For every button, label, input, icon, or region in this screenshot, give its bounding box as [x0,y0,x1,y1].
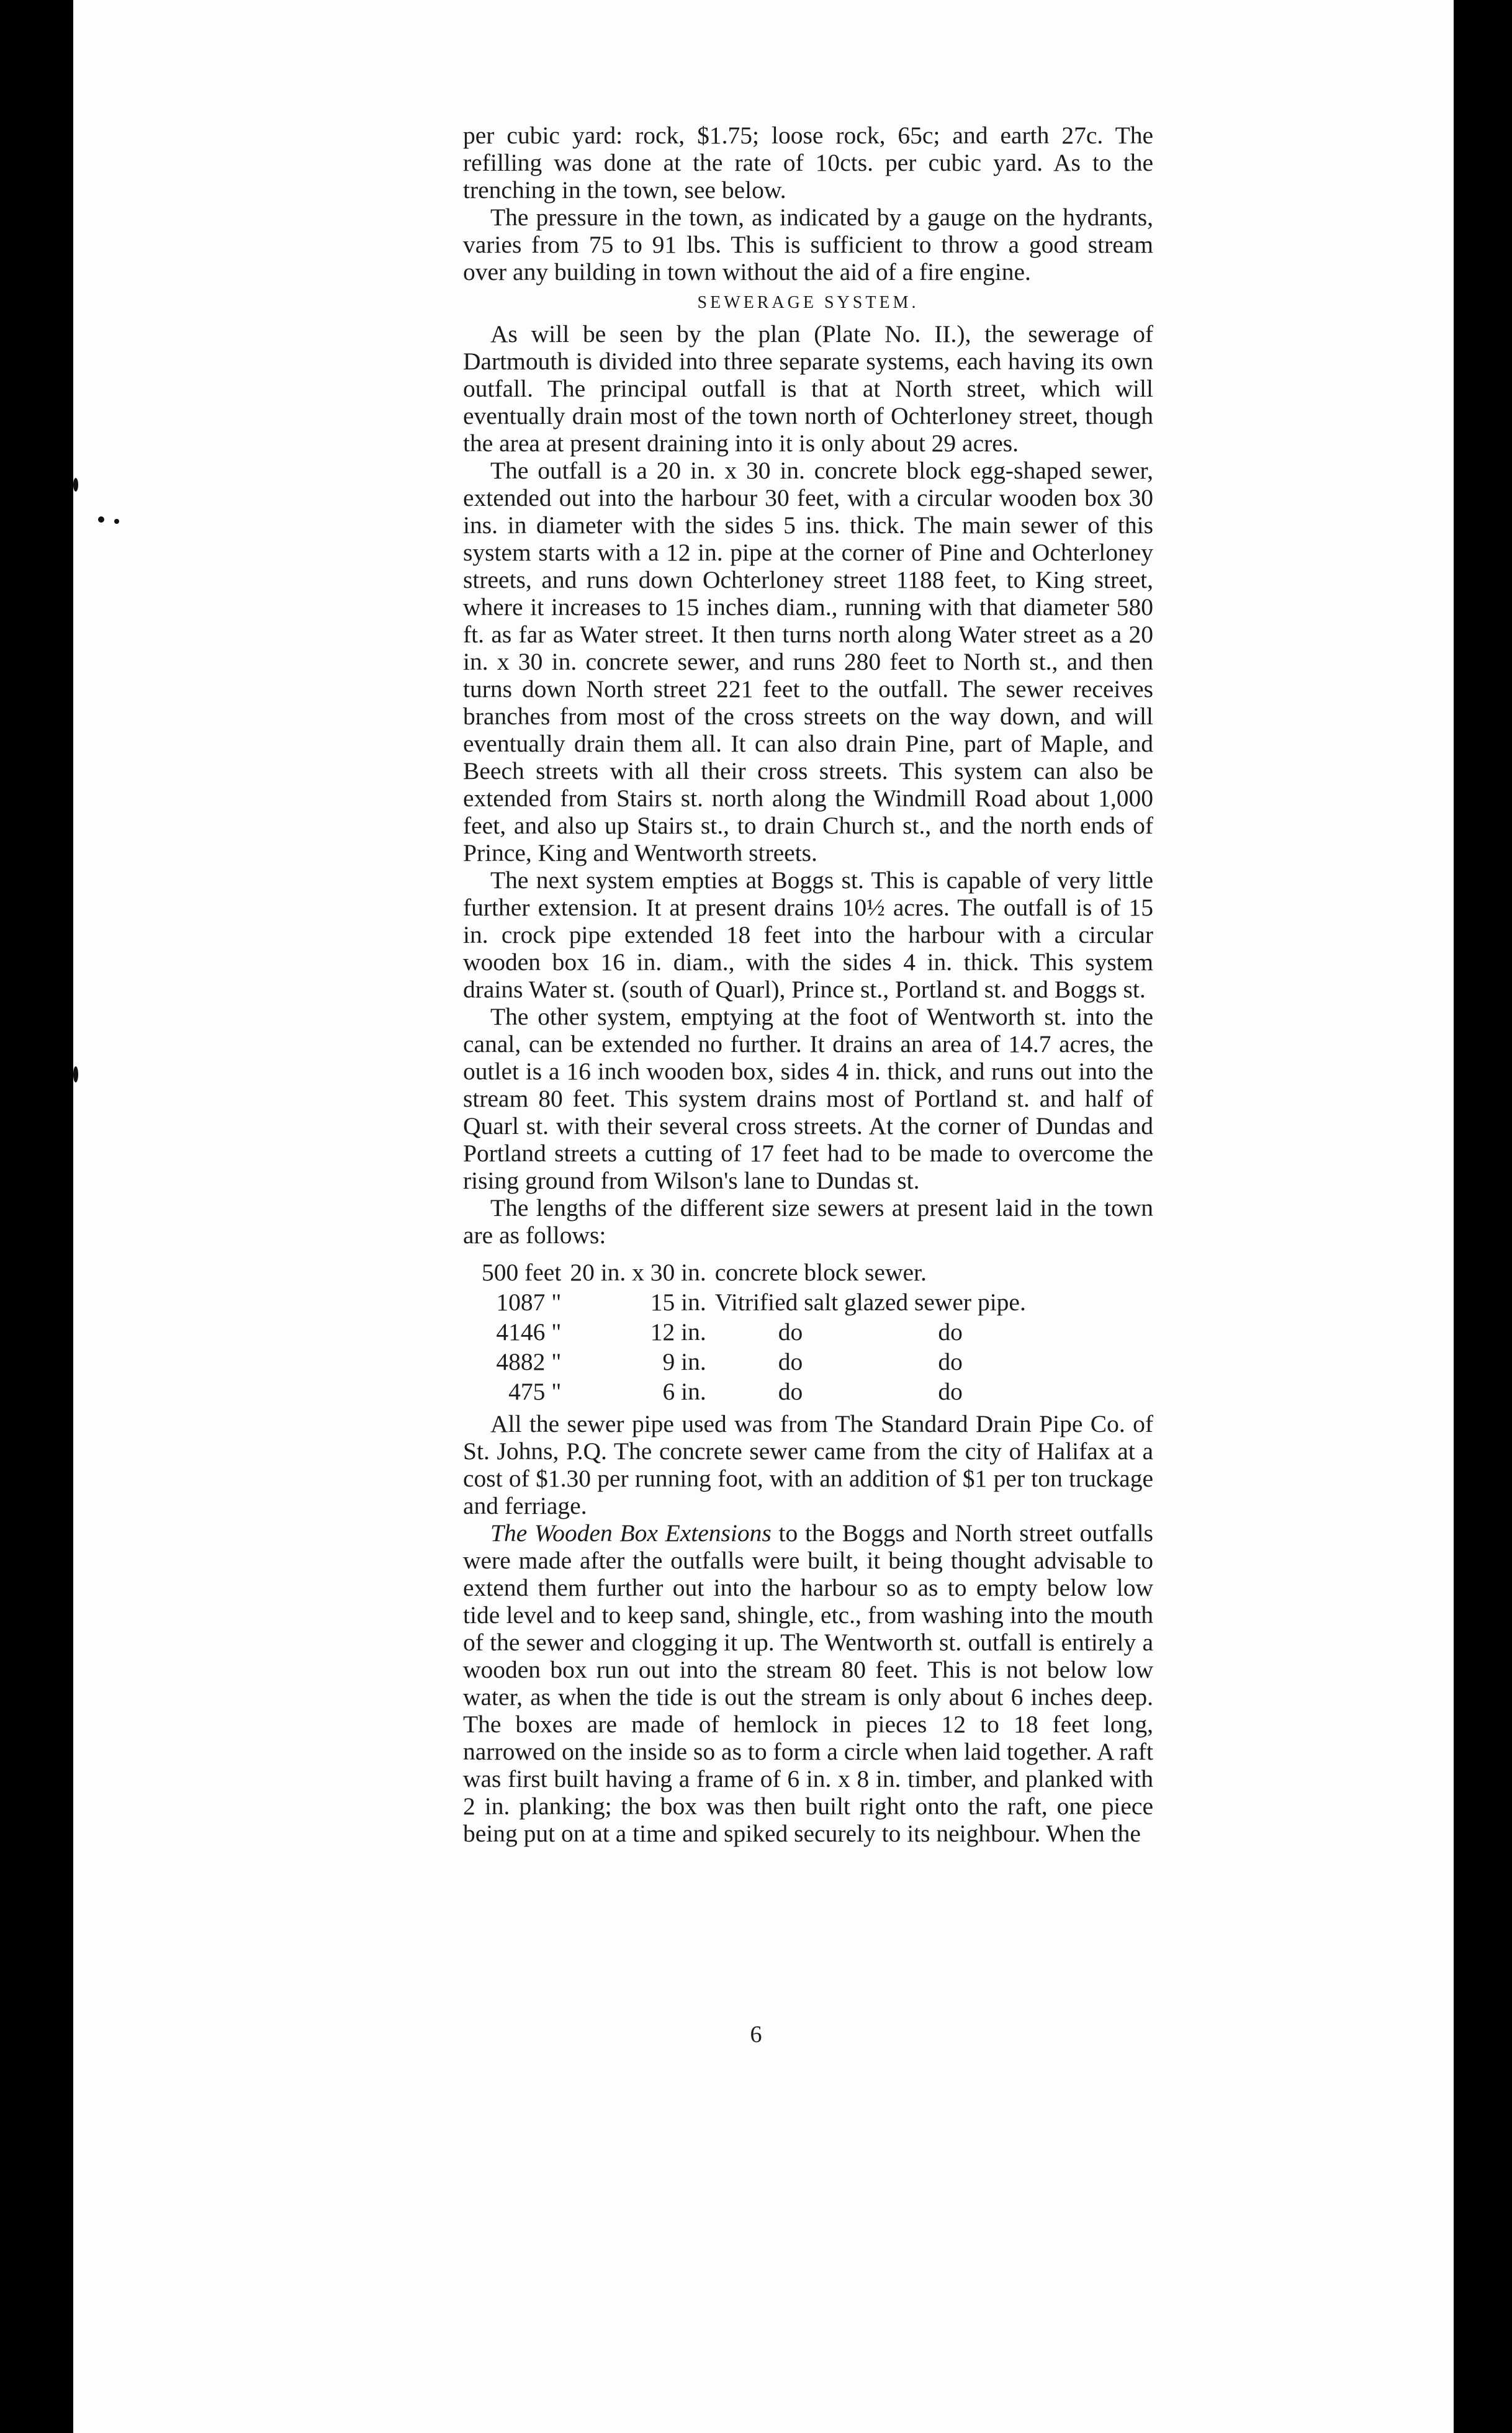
paragraph-outfall-overview: As will be seen by the plan (Plate No. II.), the sewerage of Dartmouth is divided into three separate systems, each having its own outfall. The principal outfall is that at North street, which will eventually drain most of the town north of Ochterloney street, though the area at present draining into it is only about 29 acres. [463,320,1153,457]
table-row [482,1317,1035,1347]
table-row [482,1347,1035,1377]
ditto-cell: do [778,1348,803,1375]
section-heading: SEWERAGE SYSTEM. [697,293,919,312]
table-row [482,1377,1035,1406]
ditto-cell: do [938,1318,963,1346]
size-cell: 20 in. x 30 in. [570,1259,706,1286]
length-cell: 4146 " [496,1318,562,1346]
length-cell: 1087 " [496,1288,562,1316]
size-cell: 12 in. [650,1318,706,1346]
size-cell: 9 in. [662,1348,706,1375]
paragraph-wentworth-system: The other system, emptying at the foot of Wentworth st. into the canal, can be extended no further. It drains an area of 14.7 acres, the outlet is a 16 inch wooden box, sides 4 in. thick, and runs out into the stream 80 feet. This system drains most of Portland st. and half of Quarl st. with their several cross streets. At the corner of Dundas and Portland streets a cutting of 17 feet had to be made to overcome the rising ground from Wilson's lane to Dundas st. [463,1003,1153,1194]
ditto-cell: do [778,1378,803,1405]
ditto-cell: do [938,1348,963,1375]
table-row [482,1257,1035,1287]
size-cell: 15 in. [650,1288,706,1316]
kind-cell: Vitrified salt glazed sewer pipe. [714,1288,1026,1316]
size-cell: 6 in. [662,1378,706,1405]
pressure-text: The pressure in the town, as indicated by a gauge on the hydrants, varies from 75 to 91 lbs. This is sufficient to throw a good stream over any building in town without the aid of a fire engine. [463,204,1153,286]
kind-cell: concrete block sewer. [714,1259,927,1286]
page-number: 6 [750,2022,762,2048]
pressure-paragraph [463,204,1153,286]
paragraph-wooden-box [463,1519,1153,1847]
ditto-cell: do [778,1318,803,1346]
paragraph-lengths-intro: The lengths of the different size sewers at present laid in the town are as follows: [463,1194,1153,1249]
length-cell: 500 feet [482,1259,562,1286]
length-cell: 4882 " [496,1348,562,1375]
document-body [463,122,1153,1847]
scanned-page [73,0,1454,2433]
wooden-box-lead: The Wooden Box Extensions [490,1519,772,1547]
paragraph-boggs-system: The next system empties at Boggs st. This is capable of very little further extension. It at present drains 10½ acres. The outfall is of 15 in. crock pipe extended 18 feet into the harbour with a circular wooden box 16 in. diam., with the sides 4 in. thick. This system drains Water st. (south of Quarl), Prince st., Portland st. and Boggs st. [463,866,1153,1003]
table-row [482,1287,1035,1317]
intro-paragraph: per cubic yard: rock, $1.75; loose rock, 65c; and earth 27c. The refilling was done at the rate of 10cts. per cubic yard. As to the trenching in the town, see below. [463,122,1153,204]
ditto-cell: do [938,1378,963,1405]
sewer-lengths-table [482,1257,1035,1406]
wooden-box-text: to the Boggs and North street outfalls were made after the outfalls were built, it being thought advisable to extend them further out into the harbour so as to empty below low tide level and to keep sand, shingle, etc., from washing into the mouth of the sewer and clogging it up. The Wentworth st. outfall is entirely a wooden box run out into the stream 80 feet. This is not below low water, as when the tide is out the stream is only about 6 inches deep. The boxes are made of hemlock in pieces 12 to 18 feet long, narrowed on the inside so as to form a circle when laid together. A raft was first built having a frame of 6 in. x 8 in. timber, and planked with 2 in. planking; the box was then built right onto the raft, one piece being put on at a time and spiked securely to its neighbour. When the [463,1519,1153,1847]
length-cell: 475 " [508,1378,562,1405]
paragraph-north-street-system: The outfall is a 20 in. x 30 in. concrete block egg-shaped sewer, extended out into the harbour 30 feet, with a circular wooden box 30 ins. in diameter with the sides 5 ins. thick. The main sewer of this system starts with a 12 in. pipe at the corner of Pine and Ochterloney streets, and runs down Ochterloney street 1188 feet, to King street, where it increases to 15 inches diam., running with that diameter 580 ft. as far as Water street. It then turns north along Water street as a 20 in. x 30 in. concrete sewer, and runs 280 feet to North st., and then turns down North street 221 feet to the outfall. The sewer receives branches from most of the cross streets on the way down, and will eventually drain them all. It can also drain Pine, part of Maple, and Beech streets with all their cross streets. This system can also be extended from Stairs st. north along the Windmill Road about 1,000 feet, and also up Stairs st., to drain Church st., and the north ends of Prince, King and Wentworth streets. [463,457,1153,866]
paragraph-pipe-source: All the sewer pipe used was from The Standard Drain Pipe Co. of St. Johns, P.Q. The concrete sewer came from the city of Halifax at a cost of $1.30 per running foot, with an addition of $1 per ton truckage and ferriage. [463,1410,1153,1519]
